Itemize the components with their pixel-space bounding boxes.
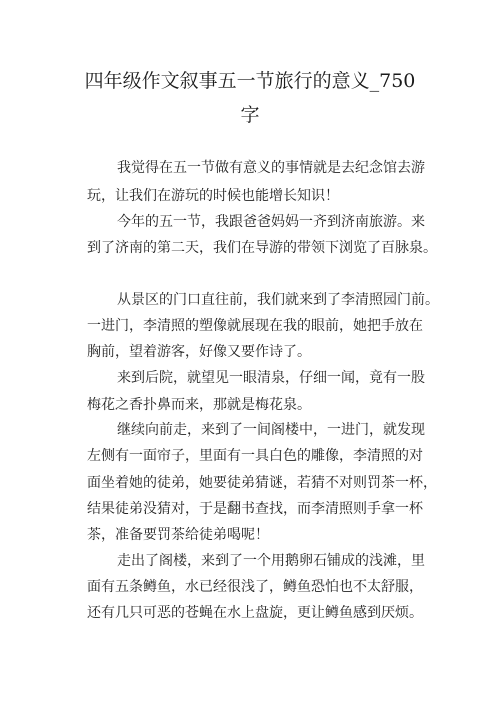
body-line: 到了济南的第二天，我们在导游的带领下浏览了百脉泉。 <box>87 240 437 256</box>
body-line: 面有五条鳟鱼，水已经很浅了，鳟鱼恐怕也不太舒服， <box>87 579 423 595</box>
body-line: 继续向前走，来到了一间阁楼中，一进门，就发现 <box>117 422 425 438</box>
body-line: 玩，让我们在游玩的时候也能增长知识！ <box>87 188 339 204</box>
body-line: 我觉得在五一节做有意义的事情就是去纪念馆去游 <box>117 160 425 176</box>
body-line: 从景区的门口直往前，我们就来到了李清照园门前。 <box>117 292 439 308</box>
body-line: 左侧有一面帘子，里面有一具白色的雕像，李清照的对 <box>87 448 423 464</box>
title-line-1: 四年级作文叙事五一节旅行的意义_750 <box>84 70 416 92</box>
body-line: 今年的五一节，我跟爸爸妈妈一齐到济南旅游。来 <box>117 214 425 230</box>
body-line: 结果徒弟没猜对，于是翻书查找，而李清照则手拿一杯 <box>87 501 423 517</box>
body-line: 胸前，望着游客，好像又要作诗了。 <box>87 344 311 360</box>
body-line: 面坐着她的徒弟，她要徒弟猜谜，若猜不对则罚茶一杯， <box>87 475 437 491</box>
body-line: 还有几只可恶的苍蝇在水上盘旋，更让鳟鱼感到厌烦。 <box>87 605 423 621</box>
title-line-2: 字 <box>240 104 260 126</box>
body-line: 来到后院，就望见一眼清泉，仔细一闻，竟有一股 <box>117 370 425 386</box>
body-line: 走出了阁楼，来到了一个用鹅卵石铺成的浅滩，里 <box>117 553 425 569</box>
body-line: 梅花之香扑鼻而来，那就是梅花泉。 <box>87 397 311 413</box>
document-title <box>60 64 440 132</box>
body-line: 一进门，李清照的塑像就展现在我的眼前，她把手放在 <box>87 318 423 334</box>
body-line: 茶，准备要罚茶给徒弟喝呢！ <box>87 527 269 543</box>
